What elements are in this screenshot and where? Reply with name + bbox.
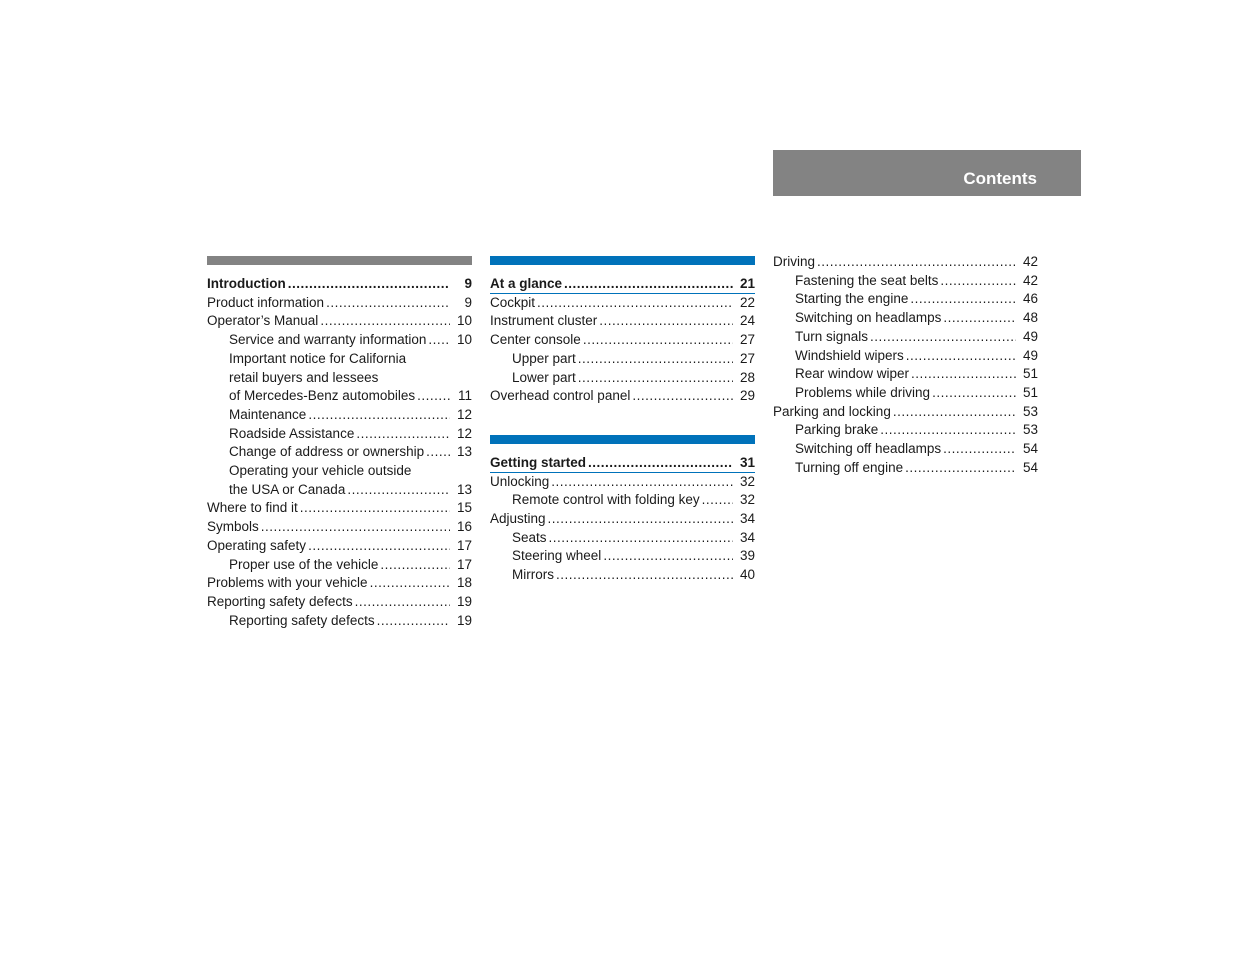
toc-entry[interactable]: Unlocking ..... 32 [490, 473, 755, 492]
toc-subentry[interactable]: Fastening the seat belts ..... 42 [773, 272, 1038, 291]
toc-subentry[interactable]: of Mercedes-Benz automobiles ..... 11 [207, 387, 472, 406]
toc-entry[interactable]: Adjusting ..... 34 [490, 510, 755, 529]
section-divider [490, 256, 755, 265]
toc-subentry[interactable]: Change of address or ownership ..... 13 [207, 443, 472, 462]
toc-entry[interactable]: Center console ..... 27 [490, 331, 755, 350]
toc-subentry[interactable]: Windshield wipers ..... 49 [773, 347, 1038, 366]
section-spacer [490, 406, 755, 435]
toc-subentry[interactable]: Problems while driving ..... 51 [773, 384, 1038, 403]
toc-subentry[interactable]: Remote control with folding key ..... 32 [490, 491, 755, 510]
toc-subentry[interactable]: Turning off engine ..... 54 [773, 459, 1038, 478]
toc-subentry[interactable]: Mirrors ..... 40 [490, 566, 755, 585]
toc-column-3 [773, 253, 1038, 477]
toc-subentry-line: retail buyers and lessees [229, 369, 379, 385]
toc-subentry[interactable]: Seats ..... 34 [490, 529, 755, 548]
toc-entry[interactable]: Overhead control panel ..... 29 [490, 387, 755, 406]
toc-entry[interactable]: Operator’s Manual ..... 10 [207, 312, 472, 331]
toc-subentry[interactable]: Switching on headlamps ..... 48 [773, 309, 1038, 328]
section-divider [490, 435, 755, 444]
page-title: Contents [963, 169, 1037, 188]
toc-subentry[interactable]: Service and warranty information ..... 10 [207, 331, 472, 350]
toc-entry[interactable]: Symbols ..... 16 [207, 518, 472, 537]
toc-subentry[interactable]: Switching off headlamps ..... 54 [773, 440, 1038, 459]
toc-subentry[interactable]: Turn signals ..... 49 [773, 328, 1038, 347]
toc-entry[interactable]: Instrument cluster ..... 24 [490, 312, 755, 331]
toc-column-1 [207, 256, 472, 630]
toc-entry[interactable]: Product information ..... 9 [207, 294, 472, 313]
toc-subentry[interactable]: Proper use of the vehicle ..... 17 [207, 556, 472, 575]
toc-entry[interactable]: Where to find it ..... 15 [207, 499, 472, 518]
toc-subentry[interactable]: Rear window wiper ..... 51 [773, 365, 1038, 384]
toc-subentry[interactable]: the USA or Canada ..... 13 [207, 481, 472, 500]
toc-column-2 [490, 256, 755, 585]
toc-entry[interactable]: Driving ..... 42 [773, 253, 1038, 272]
toc-entry[interactable]: Problems with your vehicle ..... 18 [207, 574, 472, 593]
toc-subentry[interactable]: Maintenance ..... 12 [207, 406, 472, 425]
toc-subentry[interactable]: Parking brake ..... 53 [773, 421, 1038, 440]
toc-subentry[interactable]: Steering wheel ..... 39 [490, 547, 755, 566]
toc-entry[interactable]: Reporting safety defects ..... 19 [207, 593, 472, 612]
contents-header-bar [773, 150, 1081, 196]
toc-entry-getting-started[interactable]: Getting started ..... 31 [490, 454, 755, 473]
toc-entry[interactable]: Operating safety ..... 17 [207, 537, 472, 556]
toc-subentry[interactable]: Reporting safety defects ..... 19 [207, 612, 472, 631]
toc-subentry-line: Important notice for California [229, 350, 407, 366]
toc-entry[interactable]: Parking and locking ..... 53 [773, 403, 1038, 422]
toc-entry-introduction[interactable]: Introduction ..... 9 [207, 275, 472, 294]
toc-entry[interactable]: Cockpit ..... 22 [490, 294, 755, 313]
toc-subentry[interactable]: Roadside Assistance ..... 12 [207, 425, 472, 444]
toc-subentry[interactable]: Starting the engine ..... 46 [773, 290, 1038, 309]
toc-subentry-line: Operating your vehicle outside [229, 463, 412, 479]
toc-subentry[interactable]: Upper part ..... 27 [490, 350, 755, 369]
section-divider [207, 256, 472, 265]
toc-subentry[interactable]: Lower part ..... 28 [490, 369, 755, 388]
toc-entry-at-a-glance[interactable]: At a glance ..... 21 [490, 275, 755, 294]
